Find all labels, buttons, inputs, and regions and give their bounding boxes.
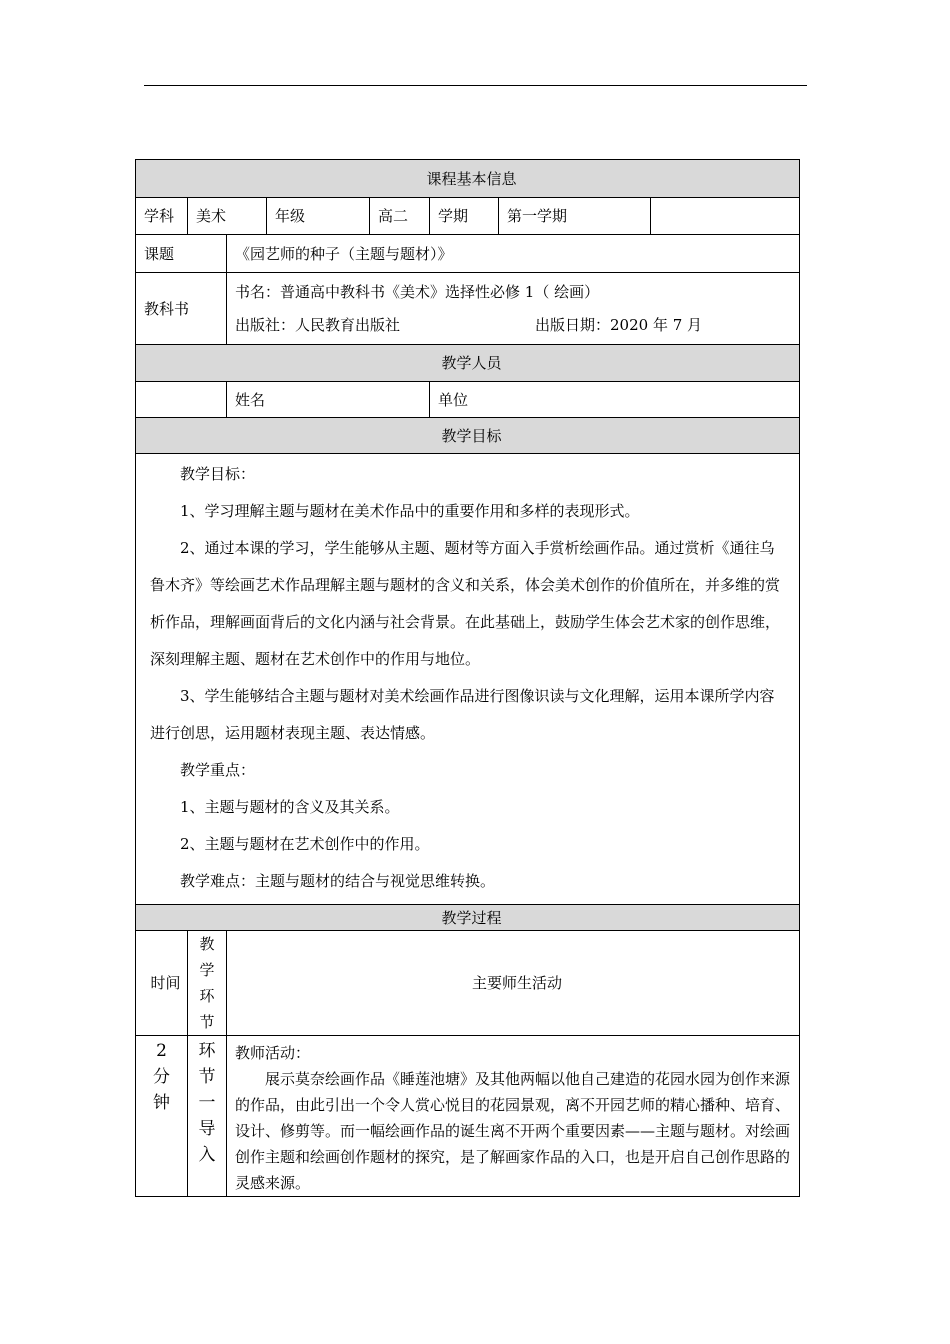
grade-value: 高二 bbox=[370, 198, 430, 235]
row1-activity bbox=[227, 1036, 800, 1197]
objective-paragraph: 教学难点：主题与题材的结合与视觉思维转换。 bbox=[180, 872, 496, 890]
stage-char: 教 bbox=[199, 935, 215, 953]
stage-char: 节 bbox=[199, 1013, 215, 1031]
time-char: 2 bbox=[156, 1041, 167, 1061]
objective-paragraph: 1、学习理解主题与题材在美术作品中的重要作用和多样的表现形式。 bbox=[180, 502, 640, 520]
subject-value: 美术 bbox=[188, 198, 267, 235]
empty-cell bbox=[651, 198, 800, 235]
col-stage-header bbox=[188, 931, 227, 1036]
publish-date: 出版日期：2020 年 7 月 bbox=[535, 315, 703, 334]
teacher-activity-label: 教师活动： bbox=[235, 1044, 311, 1062]
subject-label: 学科 bbox=[136, 198, 188, 235]
objectives-body bbox=[136, 454, 800, 905]
objectives-header: 教学目标 bbox=[136, 418, 800, 454]
row1-stage bbox=[188, 1036, 227, 1197]
topic-label: 课题 bbox=[136, 235, 227, 273]
lesson-plan-table bbox=[135, 159, 800, 1197]
staff-name-label: 姓名 bbox=[227, 382, 430, 418]
term-value: 第一学期 bbox=[499, 198, 651, 235]
stage-char: 环 bbox=[199, 987, 215, 1005]
stage-char: 入 bbox=[198, 1145, 216, 1165]
textbook-label: 教科书 bbox=[136, 273, 227, 345]
stage-char: 环 bbox=[198, 1041, 216, 1061]
objective-paragraph: 3、学生能够结合主题与题材对美术绘画作品进行图像识读与文化理解，运用本课所学内容进行创思，运用题材表现主题、表达情感。 bbox=[150, 687, 775, 742]
grade-label: 年级 bbox=[267, 198, 370, 235]
textbook-info bbox=[227, 273, 800, 345]
objective-paragraph: 教学重点： bbox=[180, 761, 256, 779]
staff-unit-label: 单位 bbox=[430, 382, 800, 418]
col-time-header: 时间 bbox=[136, 931, 188, 1036]
stage-char: 节 bbox=[198, 1067, 216, 1087]
stage-char: 一 bbox=[198, 1093, 216, 1113]
book-name: 书名：普通高中教科书《美术》选择性必修 1（ 绘画） bbox=[235, 282, 600, 301]
header-rule bbox=[144, 85, 807, 86]
staff-empty-cell bbox=[136, 382, 227, 418]
publisher-row bbox=[235, 309, 799, 342]
topic-value: 《园艺师的种子（主题与题材）》 bbox=[227, 235, 800, 273]
process-header: 教学过程 bbox=[136, 905, 800, 931]
objective-paragraph: 2、通过本课的学习，学生能够从主题、题材等方面入手赏析绘画作品。通过赏析《通往乌鲁木齐》等绘画艺术作品理解主题与题材的含义和关系，体会美术创作的价值所在，并多维的赏析作品，理解画面背后的文化内涵与社会背景。在此基础上，鼓励学生体会艺术家的创作思维，深刻理解主题、题材在艺术创作中的作用与地位。 bbox=[150, 539, 781, 668]
course-info-header: 课程基本信息 bbox=[136, 160, 800, 198]
col-activity-header: 主要师生活动 bbox=[227, 931, 800, 1036]
time-char: 钟 bbox=[153, 1093, 170, 1113]
stage-char: 导 bbox=[198, 1119, 216, 1139]
term-label: 学期 bbox=[430, 198, 499, 235]
row1-time bbox=[136, 1036, 188, 1197]
publisher: 出版社：人民教育出版社 bbox=[235, 315, 401, 334]
staff-header: 教学人员 bbox=[136, 345, 800, 382]
stage-char: 学 bbox=[199, 961, 215, 979]
objective-paragraph: 2、主题与题材在艺术创作中的作用。 bbox=[180, 835, 430, 853]
objective-paragraph: 教学目标： bbox=[180, 465, 256, 483]
objective-paragraph: 1、主题与题材的含义及其关系。 bbox=[180, 798, 400, 816]
time-char: 分 bbox=[153, 1067, 170, 1087]
teacher-activity-text: 展示莫奈绘画作品《睡莲池塘》及其他两幅以他自己建造的花园水园为创作来源的作品，由此引出一个令人赏心悦目的花园景观，离不开园艺师的精心播种、培育、设计、修剪等。而一幅绘画作品的诞生离不开两个重要因素——主题与题材。对绘画创作主题和绘画创作题材的探究，是了解画家作品的入口，也是开启自己创作思路的灵感来源。 bbox=[235, 1070, 791, 1192]
